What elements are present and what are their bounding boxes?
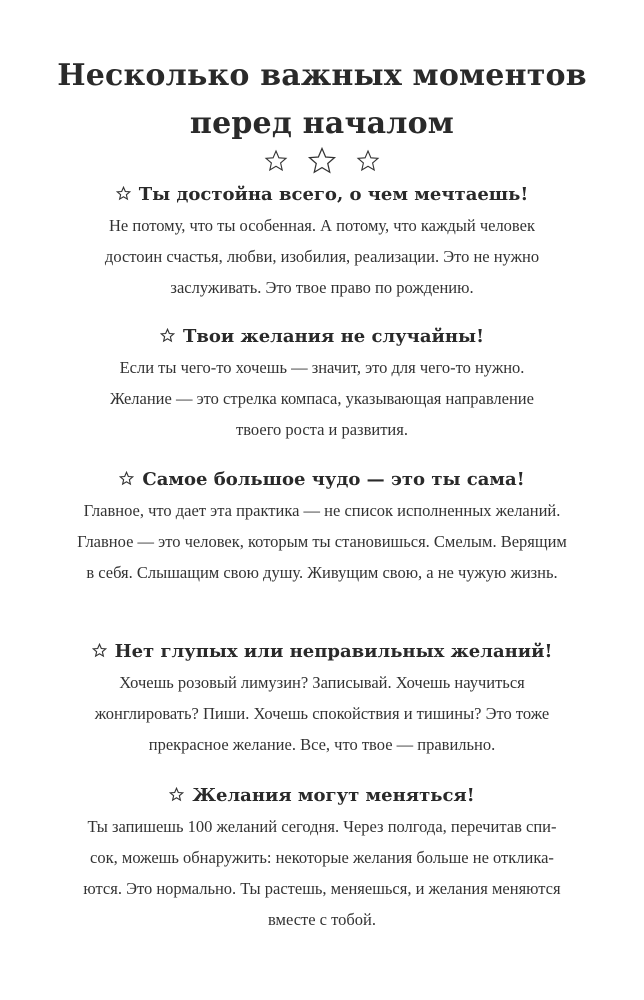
body-line: сок, можешь обнаружить: некоторые желания больше не отклика- bbox=[90, 848, 554, 867]
body-line: ются. Это нормально. Ты растешь, меняешься, и желания меняются bbox=[83, 879, 561, 898]
section-body bbox=[40, 811, 604, 935]
body-line: Главное, что дает эта практика — не список исполненных желаний. bbox=[83, 501, 561, 520]
section-heading-text: Желания могут меняться! bbox=[192, 785, 475, 806]
body-line: в себя. Слышащим свою душу. Живущим свою, а не чужую жизнь. bbox=[86, 563, 558, 582]
section-desires-can-change bbox=[40, 781, 604, 935]
body-line: прекрасное желание. Все, что твое — правильно. bbox=[148, 735, 496, 754]
decorative-stars bbox=[0, 146, 644, 182]
body-line: достоин счастья, любви, изобилия, реализации. Это не нужно bbox=[104, 247, 540, 266]
section-desires-not-random bbox=[40, 322, 604, 445]
section-heading-text: Самое большое чудо — это ты сама! bbox=[142, 469, 525, 490]
section-deserve-everything bbox=[40, 180, 604, 303]
page-title bbox=[0, 52, 644, 148]
star-icon bbox=[169, 787, 184, 802]
body-line: Главное — это человек, которым ты становишься. Смелым. Верящим bbox=[77, 532, 567, 551]
section-body bbox=[40, 352, 604, 445]
star-icon bbox=[116, 186, 131, 201]
star-icon bbox=[160, 328, 175, 343]
section-heading bbox=[40, 180, 604, 210]
body-line: Хочешь розовый лимузин? Записывай. Хочешь научиться bbox=[119, 673, 525, 692]
body-line: вместе с тобой. bbox=[268, 910, 376, 929]
body-line: Не потому, что ты особенная. А потому, что каждый человек bbox=[109, 216, 535, 235]
section-heading bbox=[40, 781, 604, 811]
star-icon bbox=[307, 146, 337, 176]
body-line: Желание — это стрелка компаса, указывающая направление bbox=[110, 389, 534, 408]
section-body bbox=[40, 667, 604, 760]
star-icon bbox=[119, 471, 134, 486]
star-icon bbox=[92, 643, 107, 658]
section-biggest-miracle bbox=[40, 465, 604, 588]
title-line-1: Несколько важных моментов bbox=[57, 58, 587, 93]
section-heading bbox=[40, 322, 604, 352]
body-line: жонглировать? Пиши. Хочешь спокойствия и тишины? Это тоже bbox=[94, 704, 550, 723]
section-body bbox=[40, 495, 604, 588]
body-line: Ты запишешь 100 желаний сегодня. Через полгода, перечитав спи- bbox=[87, 817, 557, 836]
section-heading-text: Нет глупых или неправильных желаний! bbox=[114, 641, 553, 662]
section-heading bbox=[40, 465, 604, 495]
star-icon bbox=[356, 149, 380, 173]
title-line-2: перед началом bbox=[189, 106, 455, 141]
section-no-silly-desires bbox=[40, 637, 604, 760]
section-heading-text: Ты достойна всего, о чем мечтаешь! bbox=[138, 184, 529, 205]
body-line: заслуживать. Это твое право по рождению. bbox=[170, 278, 474, 297]
section-body bbox=[40, 210, 604, 303]
star-icon bbox=[264, 149, 288, 173]
section-heading-text: Твои желания не случайны! bbox=[183, 326, 484, 347]
body-line: твоего роста и развития. bbox=[236, 420, 408, 439]
section-heading bbox=[40, 637, 604, 667]
body-line: Если ты чего-то хочешь — значит, это для чего-то нужно. bbox=[119, 358, 525, 377]
